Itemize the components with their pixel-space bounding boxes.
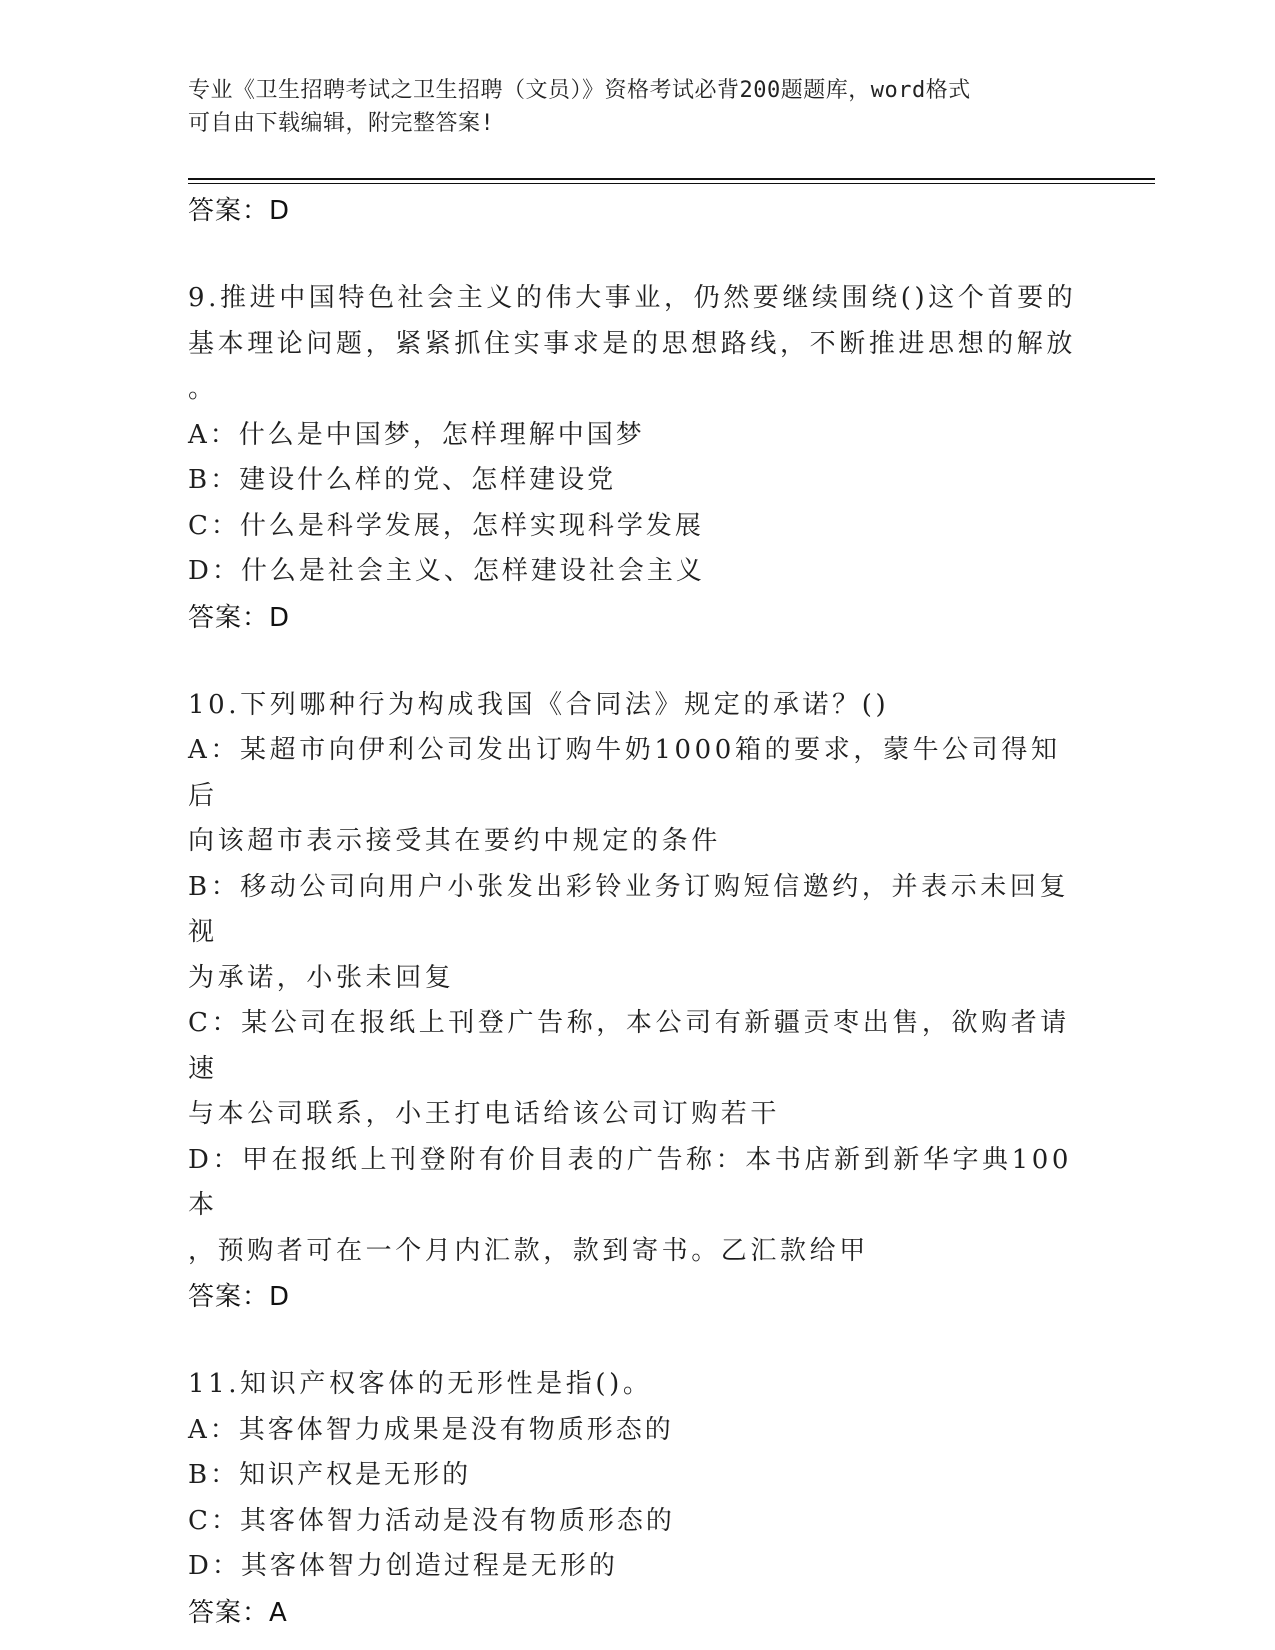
document-header — [188, 74, 1068, 140]
answer: 答案：A — [188, 1597, 288, 1628]
option-d — [188, 1138, 1088, 1275]
option-c — [188, 1001, 1088, 1138]
question-title-line: 10.下列哪种行为构成我国《合同法》规定的承诺？() — [188, 689, 890, 720]
option-c: C：什么是科学发展，怎样实现科学发展 — [188, 510, 704, 541]
option-d: D：什么是社会主义、怎样建设社会主义 — [188, 556, 705, 586]
previous-answer: 答案：D — [188, 196, 291, 226]
question-title-line: 。 — [188, 374, 218, 404]
option-line: A：某超市向伊利公司发出订购牛奶1000箱的要求，蒙牛公司得知后 — [188, 735, 1061, 811]
question-title-line: 9.推进中国特色社会主义的伟大事业，仍然要继续围绕()这个首要的 — [188, 283, 1077, 313]
option-line: 为承诺，小张未回复 — [188, 962, 455, 993]
answer: 答案：D — [188, 1282, 291, 1312]
header-rule-thick — [188, 178, 1155, 180]
option-b — [188, 865, 1088, 1002]
header-line-2: 可自由下载编辑，附完整答案! — [188, 111, 495, 136]
header-line-1: 专业《卫生招聘考试之卫生招聘（文员）》资格考试必背200题题库，word格式 — [188, 78, 971, 103]
option-line: ，预购者可在一个月内汇款，款到寄书。乙汇款给甲 — [188, 1235, 869, 1266]
option-line: 向该超市表示接受其在要约中规定的条件 — [188, 826, 721, 856]
option-line: B：移动公司向用户小张发出彩铃业务订购短信邀约，并表示未回复视 — [188, 871, 1070, 947]
option-line: C：某公司在报纸上刊登广告称，本公司有新疆贡枣出售，欲购者请速 — [188, 1008, 1070, 1084]
question-title-line: 11.知识产权客体的无形性是指()。 — [188, 1369, 653, 1399]
option-line: 与本公司联系，小王打电话给该公司订购若干 — [188, 1099, 781, 1129]
option-c: C：其客体智力活动是没有物质形态的 — [188, 1505, 675, 1536]
answer: 答案：D — [188, 602, 291, 633]
option-a — [188, 728, 1088, 865]
option-a: A：其客体智力成果是没有物质形态的 — [188, 1414, 674, 1445]
option-d: D：其客体智力创造过程是无形的 — [188, 1551, 618, 1581]
option-b: B：建设什么样的党、怎样建设党 — [188, 465, 617, 495]
question-11 — [188, 1362, 1088, 1636]
question-title-line: 基本理论问题，紧紧抓住实事求是的思想路线，不断推进思想的解放 — [188, 328, 1077, 359]
option-b: B：知识产权是无形的 — [188, 1460, 472, 1490]
question-9 — [188, 276, 1088, 641]
option-line: D：甲在报纸上刊登附有价目表的广告称：本书店新到新华字典100本 — [188, 1144, 1073, 1220]
question-list — [188, 188, 1088, 1636]
header-rule-thin — [188, 183, 1155, 184]
option-a: A：什么是中国梦，怎样理解中国梦 — [188, 419, 645, 450]
question-10 — [188, 683, 1088, 1321]
